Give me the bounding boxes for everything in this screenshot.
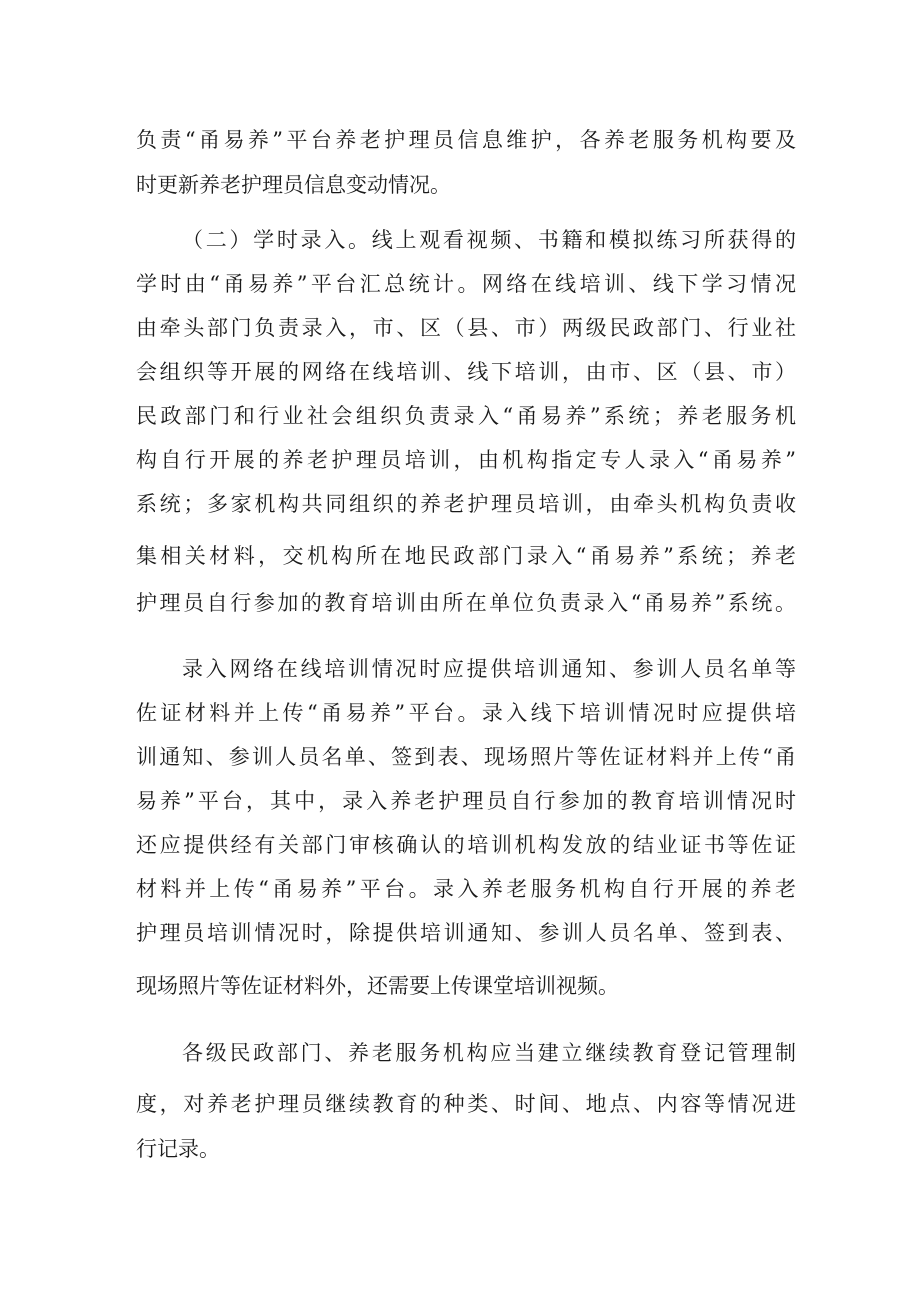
text-line: 负责“甬易养”平台养老护理员信息维护，各养老服务机构要及 [136, 128, 796, 152]
text-line: 还应提供经有关部门审核确认的培训机构发放的结业证书等佐证 [136, 833, 796, 857]
text-line: 材料并上传“甬易养”平台。录入养老服务机构自行开展的养老 [136, 877, 796, 901]
text-line: 易养”平台，其中，录入养老护理员自行参加的教育培训情况时 [136, 789, 796, 813]
text-line: 护理员自行参加的教育培训由所在单位负责录入“甬易养”系统。 [136, 591, 796, 615]
text-line: 现场照片等佐证材料外，还需要上传课堂培训视频。 [136, 974, 619, 998]
text-line: 训通知、参训人员名单、签到表、现场照片等佐证材料并上传“甬 [136, 745, 796, 769]
text-line: 护理员培训情况时，除提供培训通知、参训人员名单、签到表、 [136, 921, 796, 945]
text-line: 由牵头部门负责录入，市、区（县、市）两级民政部门、行业社 [136, 316, 796, 340]
text-line: 构自行开展的养老护理员培训，由机构指定专人录入“甬易养” [136, 448, 796, 472]
text-line: 民政部门和行业社会组织负责录入“甬易养”系统；养老服务机 [136, 404, 796, 428]
text-line: 时更新养老护理员信息变动情况。 [136, 173, 451, 197]
text-line: 行记录。 [136, 1137, 220, 1161]
paragraph-start-line: 各级民政部门、养老服务机构应当建立继续教育登记管理制 [182, 1041, 796, 1065]
paragraph-start-line: （二）学时录入。线上观看视频、书籍和模拟练习所获得的 [182, 228, 796, 252]
text-line: 会组织等开展的网络在线培训、线下培训，由市、区（县、市） [136, 360, 796, 384]
text-line: 集相关材料，交机构所在地民政部门录入“甬易养”系统；养老 [136, 544, 796, 568]
text-line: 佐证材料并上传“甬易养”平台。录入线下培训情况时应提供培 [136, 701, 796, 725]
text-line: 度，对养老护理员继续教育的种类、时间、地点、内容等情况进 [136, 1092, 796, 1116]
text-line: 系统；多家机构共同组织的养老护理员培训，由牵头机构负责收 [136, 492, 796, 516]
paragraph-start-line: 录入网络在线培训情况时应提供培训通知、参训人员名单等 [182, 657, 796, 681]
text-line: 学时由“甬易养”平台汇总统计。网络在线培训、线下学习情况 [136, 272, 796, 296]
